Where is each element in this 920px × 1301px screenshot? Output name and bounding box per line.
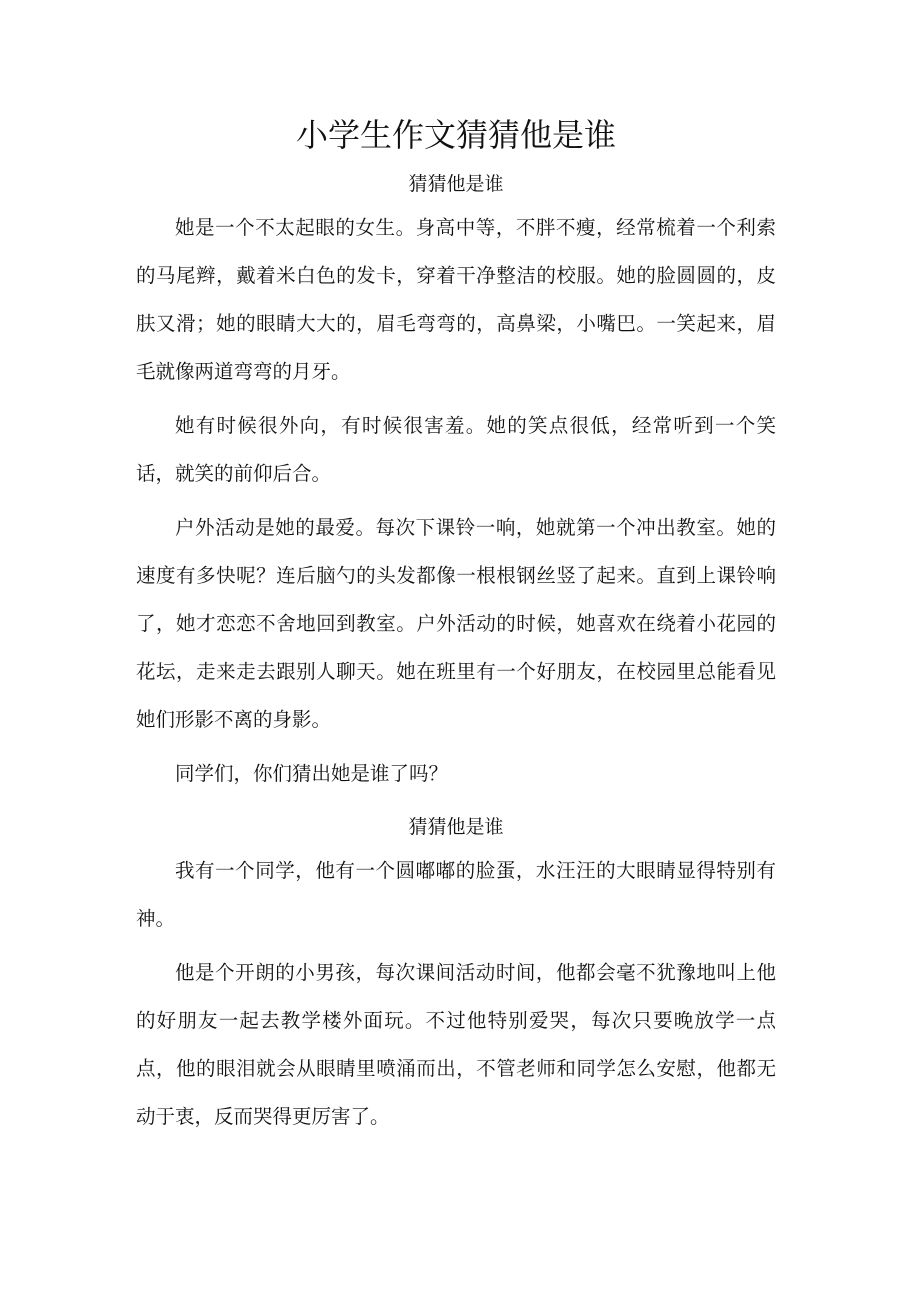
section-1-paragraph-3: 户外活动是她的最爱。每次下课铃一响，她就第一个冲出教室。她的速度有多快呢？连后脑勺的头发都像一根根钢丝竖了起来。直到上课铃响了，她才恋恋不舍地回到教室。户外活动的时候，她喜欢在绕着小花园的花坛，走来走去跟别人聊天。她在班里有一个好朋友，在校园里总能看见她们形影不离的身影。 [136, 516, 776, 731]
section-1-paragraph-2: 她有时候很外向，有时候很害羞。她的笑点很低，经常听到一个笑话，就笑的前仰后合。 [136, 414, 776, 485]
section-1-paragraph-1: 她是一个不太起眼的女生。身高中等，不胖不瘦，经常梳着一个利索的马尾辫，戴着米白色的发卡，穿着干净整洁的校服。她的脸圆圆的，皮肤又滑；她的眼睛大大的，眉毛弯弯的，高鼻梁，小嘴巴。一笑起来，眉毛就像两道弯弯的月牙。 [136, 216, 776, 383]
document-title: 小学生作文猜猜他是谁 [295, 116, 616, 154]
section-2-paragraph-1: 我有一个同学，他有一个圆嘟嘟的脸蛋，水汪汪的大眼睛显得特别有神。 [136, 859, 776, 930]
section-2-heading: 猜猜他是谁 [408, 816, 504, 838]
section-1-paragraph-4: 同学们，你们猜出她是谁了吗？ [175, 762, 449, 785]
section-1-heading: 猜猜他是谁 [408, 173, 504, 195]
document-body [136, 112, 776, 1141]
section-2-paragraph-2: 他是个开朗的小男孩，每次课间活动时间，他都会毫不犹豫地叫上他的好朋友一起去教学楼外面玩。不过他特别爱哭，每次只要晚放学一点点，他的眼泪就会从眼睛里喷涌而出，不管老师和同学怎么安慰，他都无动于衷，反而哭得更厉害了。 [136, 961, 776, 1128]
